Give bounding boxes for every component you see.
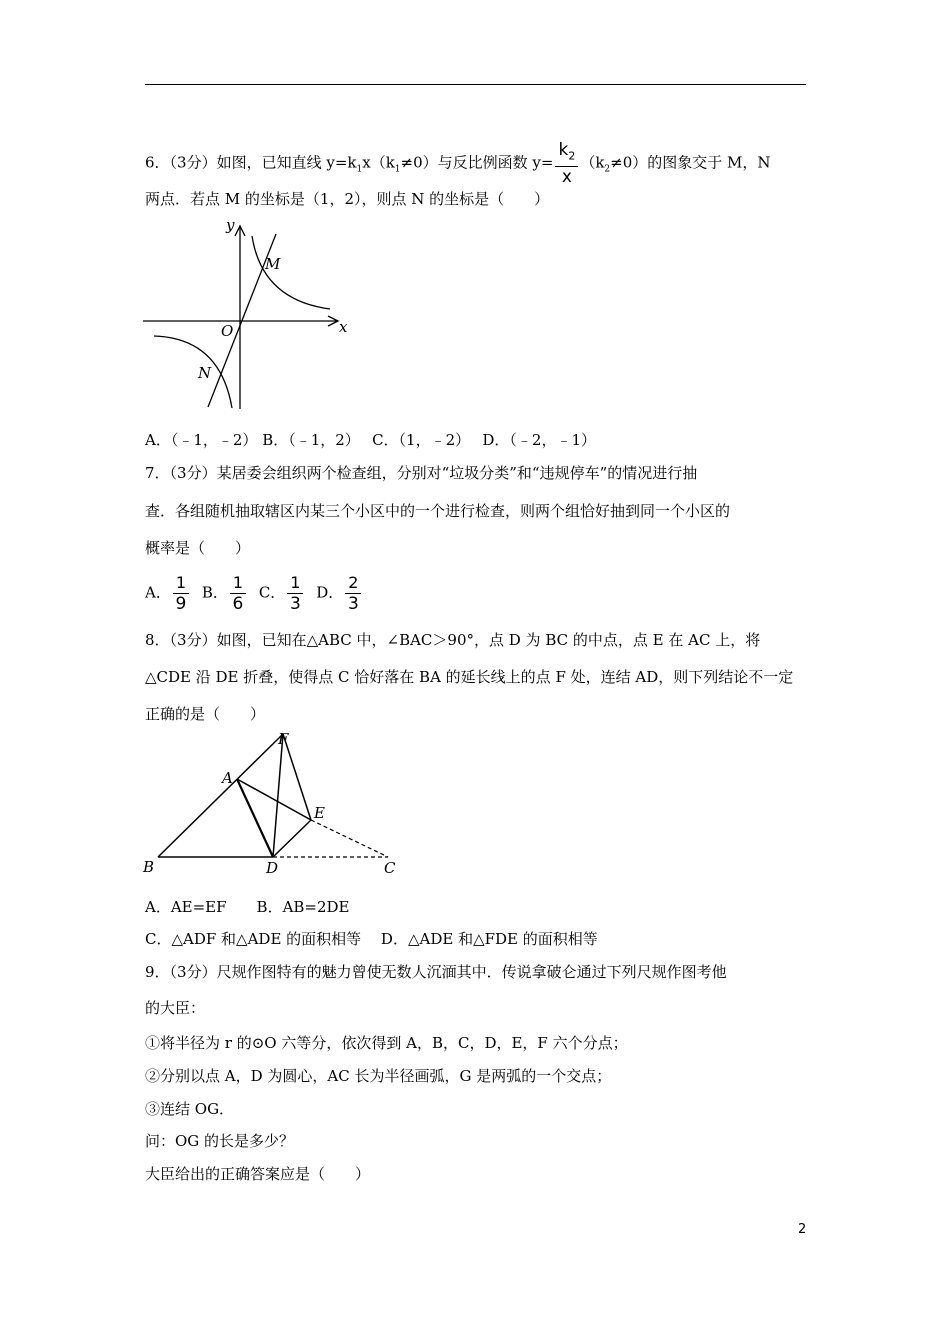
hyperbola-branch-2	[154, 336, 232, 408]
label-b: B	[143, 858, 155, 876]
q9-step1: ①将半径为 r 的⊙O 六等分，依次得到 A，B，C，D，E，F 六个分点；	[145, 1034, 628, 1052]
q6-options: A．（﹣1，﹣2） B．（﹣1，2） C．（1，﹣2） D．（﹣2，﹣1）	[145, 431, 597, 449]
q8-line2: △CDE 沿 DE 折叠，使得点 C 恰好落在 BA 的延长线上的点 F 处，连结 AD，则下列结论不一定	[145, 668, 794, 686]
label-a: A	[222, 769, 233, 787]
q9-line2: 的大臣：	[145, 999, 206, 1017]
q7-option-a: A． $\frac{1}{9}$	[145, 573, 191, 614]
q9-line1: 9．（3分）尺规作图特有的魅力曾使无数人沉湎其中．传说拿破仑通过下列尺规作图考他	[145, 963, 727, 981]
q8-triangle-figure	[138, 728, 403, 878]
q7-line2: 查．各组随机抽取辖区内某三个小区中的一个进行检查，则两个组恰好抽到同一个小区的	[145, 502, 731, 520]
hyperbola-branch-1	[252, 236, 330, 309]
q7-option-b: B． $\frac{1}{6}$	[202, 573, 248, 614]
q8-options-cd: C．△ADF 和△ADE 的面积相等 D．△ADE 和△FDE 的面积相等	[145, 930, 598, 948]
label-x: x	[339, 318, 348, 336]
q8-line3: 正确的是（ ）	[145, 705, 266, 723]
q8-line1: 8．（3分）如图，已知在△ABC 中，∠BAC＞90°，点 D 为 BC 的中点，点 E 在 AC 上，将	[145, 631, 761, 649]
label-n: N	[198, 364, 212, 382]
page-number: 2	[798, 1222, 807, 1237]
q6-stem-line2: 两点．若点 M 的坐标是（1，2），则点 N 的坐标是（ ）	[145, 190, 550, 208]
label-f: F	[278, 730, 289, 748]
segment-fd	[273, 734, 283, 857]
q9-ask: 问：OG 的长是多少？	[145, 1132, 295, 1150]
q9-step3: ③连结 OG．	[145, 1100, 235, 1118]
label-m: M	[265, 255, 281, 273]
label-y: y	[226, 216, 235, 234]
label-d: D	[266, 859, 279, 877]
q6-fraction: $\frac{k_2}{x}$	[555, 140, 578, 187]
q7-options	[145, 573, 369, 614]
q8-options-ab: A．AE=EF B．AB=2DE	[145, 898, 350, 916]
label-c: C	[384, 859, 396, 877]
segment-ec-dashed	[311, 820, 388, 857]
q7-line3: 概率是（ ）	[145, 539, 251, 557]
label-o: O	[221, 322, 234, 340]
q7-option-d: D． $\frac{2}{3}$	[316, 573, 363, 614]
q9-step2: ②分别以点 A，D 为圆心，AC 长为半径画弧，G 是两弧的一个交点；	[145, 1067, 612, 1085]
segment-ad	[237, 779, 273, 857]
q9-answer: 大臣给出的正确答案应是（ ）	[145, 1165, 371, 1183]
label-e: E	[314, 804, 325, 822]
segment-de	[273, 820, 311, 857]
header-rule	[145, 84, 806, 85]
q6-stem-line1: 6．（3分）如图，已知直线 $y=k_1x(k_1\ne 0)$与反比例函数 y= $\frac{k_2}{x}$ $(k_2\ne 0)$的图象交于 M，N	[145, 140, 771, 188]
q6-graph-figure	[140, 212, 355, 412]
q7-line1: 7．（3分）某居委会组织两个检查组，分别对“垃圾分类”和“违规停车”的情况进行抽	[145, 464, 698, 482]
q7-option-c: C． $\frac{1}{3}$	[259, 573, 306, 614]
